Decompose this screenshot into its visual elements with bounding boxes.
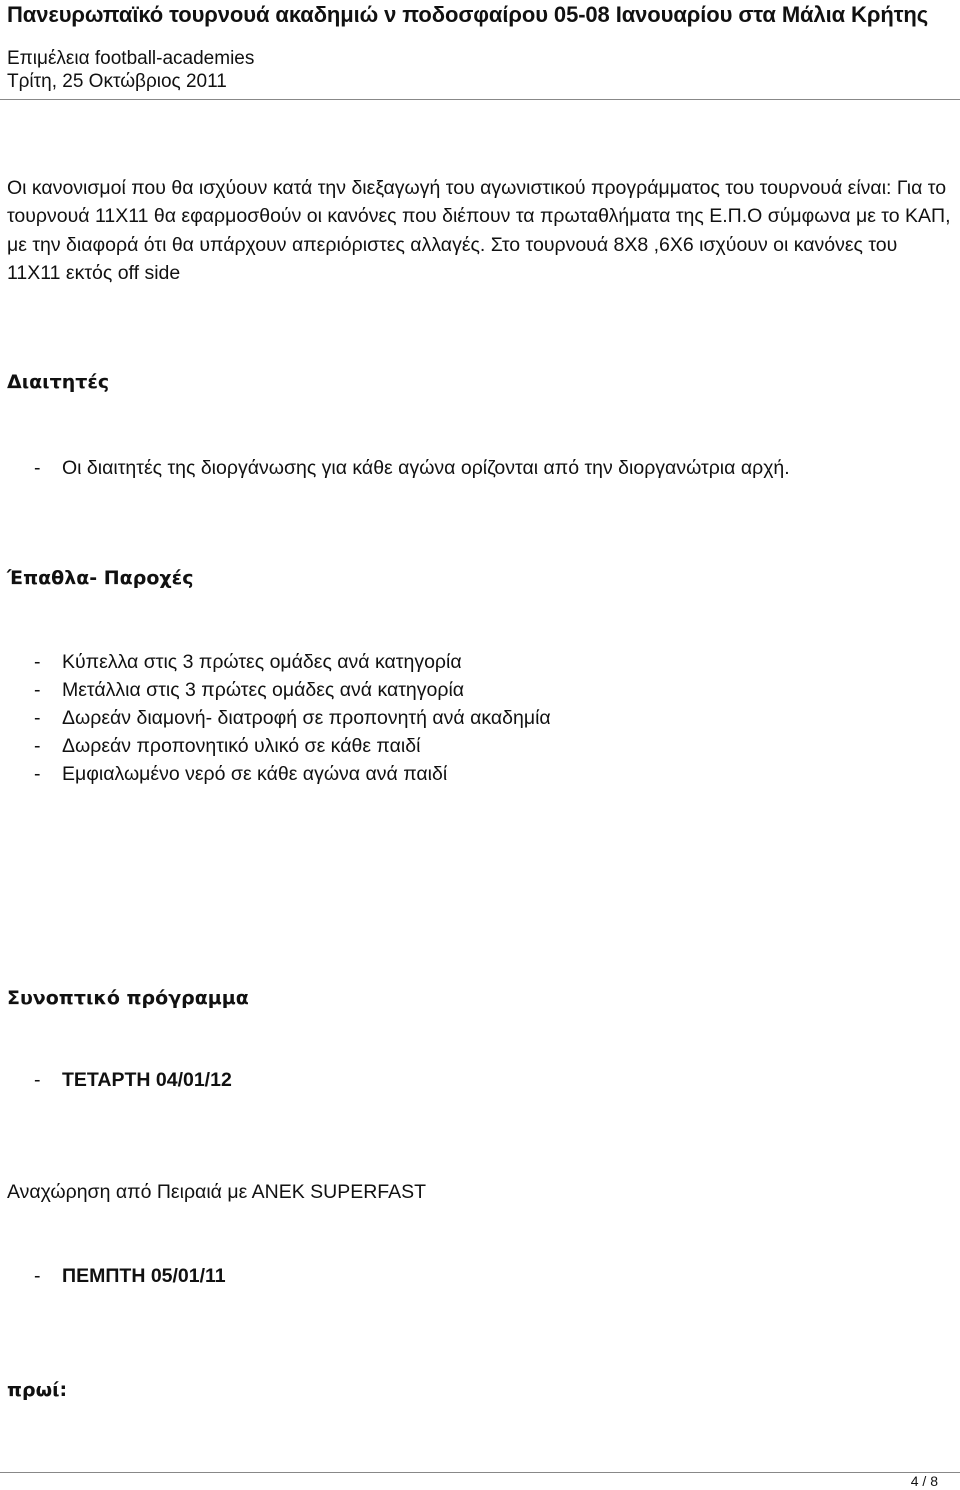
document-title: Πανευρωπαϊκό τουρνουά ακαδημιώ ν ποδοσφαίρου 05-08 Ιανουαρίου στα Μάλια Κρήτης — [7, 2, 929, 27]
list-item-text: Μετάλλια στις 3 πρώτες ομάδες ανά κατηγορία — [62, 679, 465, 701]
schedule-heading: Συνοπτικό πρόγραμμα — [7, 987, 249, 1009]
list-item — [34, 648, 551, 676]
referees-heading: Διαιτητές — [7, 371, 110, 393]
schedule-day-wednesday — [34, 1069, 232, 1092]
list-item — [34, 704, 551, 732]
list-dash: - — [34, 763, 41, 785]
day-label: ΤΕΤΑΡΤΗ 04/01/12 — [62, 1069, 232, 1091]
header-divider — [0, 99, 960, 100]
referees-list — [34, 454, 790, 482]
list-item-text: Εμφιαλωμένο νερό σε κάθε αγώνα ανά παιδί — [62, 763, 448, 785]
list-dash: - — [34, 735, 41, 757]
author-line: Επιμέλεια football-academies — [7, 48, 255, 69]
list-item-text: Δωρεάν προπονητικό υλικό σε κάθε παιδί — [62, 735, 421, 757]
list-item — [34, 732, 551, 760]
list-dash: - — [34, 707, 41, 729]
morning-heading: πρωί: — [7, 1379, 68, 1401]
prizes-heading: Έπαθλα- Παροχές — [7, 567, 194, 589]
list-dash: - — [34, 1069, 41, 1091]
list-dash: - — [34, 679, 41, 701]
intro-paragraph: Οι κανονισμοί που θα ισχύουν κατά την διεξαγωγή του αγωνιστικού προγράμματος του τουρνουά είναι: Για το τουρνουά 11Χ11 θα εφαρμοσθούν οι κανόνες που διέπουν τα πρωταθλήματα της Ε.Π.Ο σύμφωνα με το ΚΑΠ, με την διαφορά ότι θα υπάρχουν απεριόριστες αλλαγές. Στο τουρνουά 8Χ8 ,6Χ6 ισχύουν οι κανόνες του 11Χ11 εκτός off side — [7, 177, 951, 284]
list-item — [34, 454, 790, 482]
list-item-text: Δωρεάν διαμονή- διατροφή σε προπονητή ανά ακαδημία — [62, 707, 551, 729]
intro-section — [7, 174, 955, 287]
list-item-text: Οι διαιτητές της διοργάνωσης για κάθε αγώνα ορίζονται από την διοργανώτρια αρχή. — [62, 457, 790, 479]
list-item — [34, 760, 551, 788]
day-label: ΠΕΜΠΤΗ 05/01/11 — [62, 1265, 226, 1287]
footer-divider — [0, 1472, 960, 1473]
list-dash: - — [34, 651, 41, 673]
list-item — [34, 676, 551, 704]
prizes-list — [34, 648, 551, 788]
page-number: 4 / 8 — [910, 1473, 938, 1489]
list-dash: - — [34, 1265, 41, 1287]
list-item-text: Κύπελλα στις 3 πρώτες ομάδες ανά κατηγορία — [62, 651, 462, 673]
list-dash: - — [34, 457, 41, 479]
departure-note: Αναχώρηση από Πειραιά με ΑΝΕΚ SUPERFAST — [7, 1181, 427, 1203]
schedule-day-thursday — [34, 1265, 226, 1288]
publish-date: Τρίτη, 25 Οκτώβριος 2011 — [7, 71, 227, 92]
